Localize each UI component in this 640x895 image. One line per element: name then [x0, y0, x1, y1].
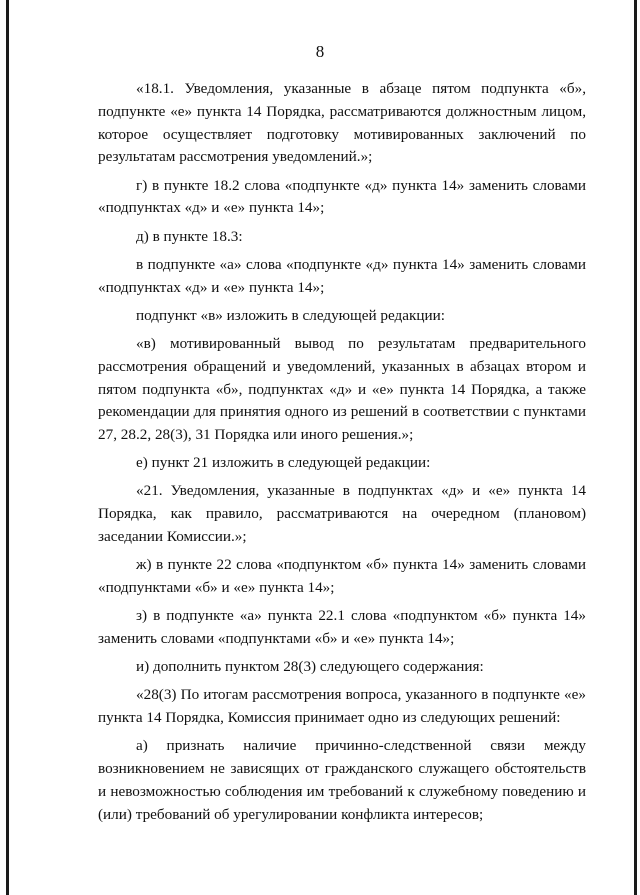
- paragraph-subpoint-v-text: «в) мотивированный вывод по результатам предварительного рассмотрения обращений и уведомлений, указанных в абзацах втором и пятом подпункта «б», подпунктах «д» и «е» пункта 14 Порядка, а также рекомендации для принятия одного из решений в соответствии с пунктами 27, 28.2, 28(3), 31 Порядка или иного решения.»;: [98, 334, 586, 444]
- paragraph-e: е) пункт 21 изложить в следующей редакции:: [136, 454, 431, 472]
- paragraph-28-3: «28(3) По итогам рассмотрения вопроса, указанного в подпункте «е» пункта 14 Порядка, Комиссия принимает одно из следующих решений:: [98, 686, 586, 727]
- paragraph-i: и) дополнить пунктом 28(3) следующего содержания:: [136, 658, 484, 676]
- paragraph-zh: ж) в пункте 22 слова «подпунктом «б» пункта 14» заменить словами «подпунктами «б» и «е» пункта 14»;: [98, 556, 586, 597]
- paragraph-18-1: «18.1. Уведомления, указанные в абзаце пятом подпункта «б», подпункте «е» пункта 14 Порядка, рассматриваются должностным лицом, которое осуществляет подготовку мотивированных заключений по результатам рассмотрения уведомлений.»;: [98, 80, 586, 166]
- paragraph-g: г) в пункте 18.2 слова «подпункте «д» пункта 14» заменить словами «подпунктах «д» и «е» пункта 14»;: [98, 176, 586, 217]
- paragraph-z: з) в подпункте «а» пункта 22.1 слова «подпунктом «б» пункта 14» заменить словами «подпунктами «б» и «е» пункта 14»;: [98, 607, 586, 648]
- paragraph-21: «21. Уведомления, указанные в подпунктах «д» и «е» пункта 14 Порядка, как правило, рассматриваются на очередном (плановом) заседании Комиссии.»;: [98, 482, 586, 546]
- paragraph-28-3-a: а) признать наличие причинно-следственной связи между возникновением не зависящих от гражданского служащего обстоятельств и невозможностью соблюдения им требований к служебному поведению и (или) требований об урегулировании конфликта интересов;: [98, 737, 586, 823]
- paragraph-subpoint-v-intro: подпункт «в» изложить в следующей редакции:: [136, 306, 445, 324]
- scan-edge-left: [6, 0, 9, 895]
- document-body: [98, 78, 586, 827]
- page-number: 8: [315, 42, 325, 61]
- paragraph-d: д) в пункте 18.3:: [136, 227, 243, 245]
- scan-edge-right: [634, 0, 637, 895]
- paragraph-subpoint-a: в подпункте «а» слова «подпункте «д» пункта 14» заменить словами «подпунктах «д» и «е» пункта 14»;: [98, 255, 586, 296]
